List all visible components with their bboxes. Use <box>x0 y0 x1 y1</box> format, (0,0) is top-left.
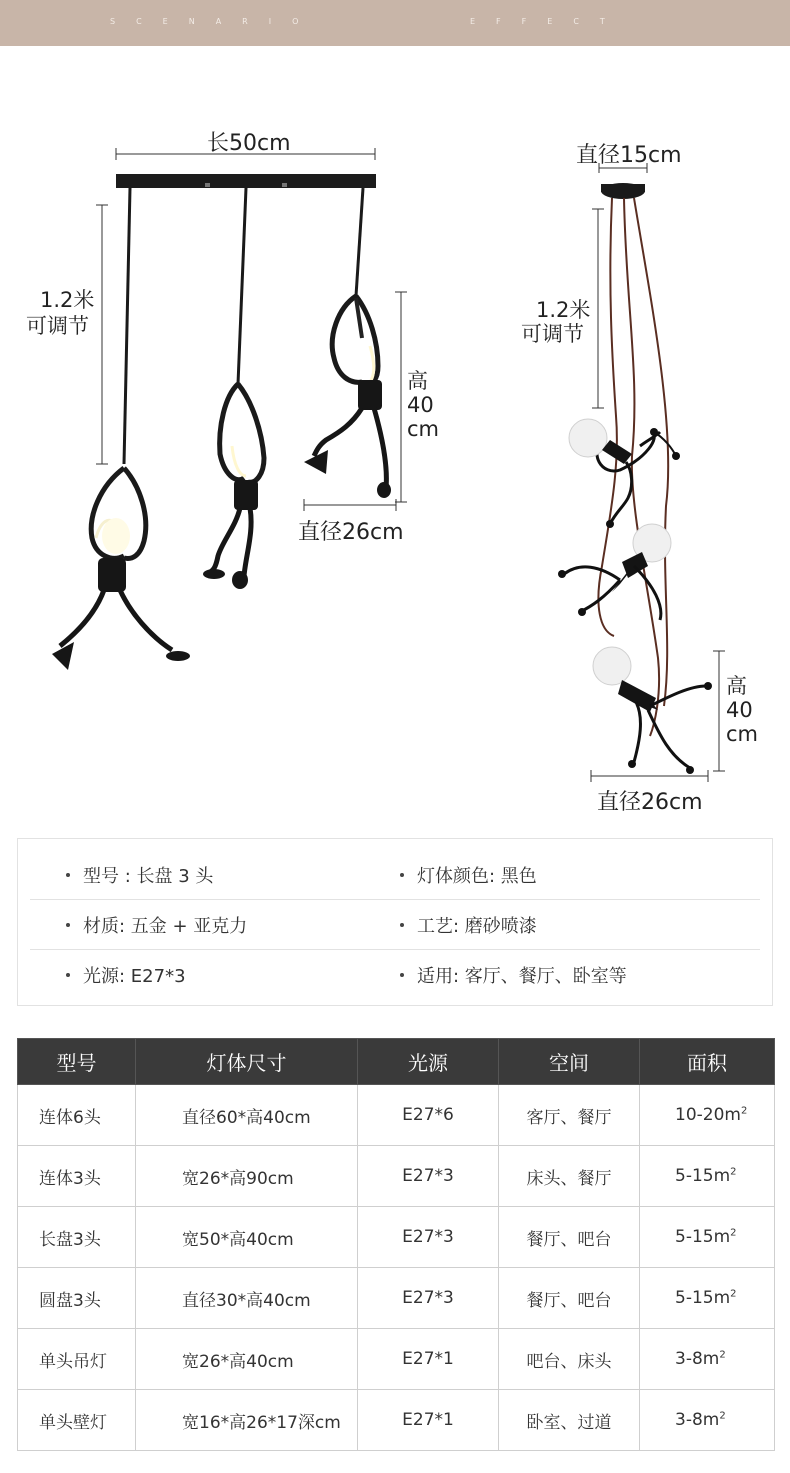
area-value: 3-8m <box>675 1410 720 1430</box>
cell-model: 圆盘3头 <box>18 1268 136 1329</box>
spec-light-source: 光源: E27*3 <box>83 966 186 987</box>
cell-model: 单头壁灯 <box>18 1390 136 1451</box>
height-label-left-line3: cm <box>407 417 440 441</box>
spec-model: 型号 : 长盘 3 头 <box>83 866 214 887</box>
header-light-source: 光源 <box>358 1039 499 1085</box>
height-label-left-line2: 40 <box>407 393 434 417</box>
spec-item <box>400 900 537 950</box>
cord-length-label-left-line1: 1.2米 <box>40 288 95 312</box>
area-value: 5-15m <box>675 1288 731 1308</box>
bullet-dot <box>400 873 404 877</box>
table-row <box>18 1390 775 1451</box>
cord-length-label-right-line2: 可调节 <box>521 322 584 346</box>
spec-suitable-for: 适用: 客厅、餐厅、卧室等 <box>417 966 627 987</box>
table-header-row <box>18 1039 775 1085</box>
spec-row <box>30 900 760 950</box>
cell-area <box>640 1207 775 1268</box>
cell-light-source: E27*3 <box>358 1207 499 1268</box>
table-row <box>18 1085 775 1146</box>
spec-material: 材质: 五金 + 亚克力 <box>83 916 248 937</box>
cell-space: 吧台、床头 <box>499 1329 640 1390</box>
top-banner <box>0 0 790 46</box>
spec-row <box>30 850 760 900</box>
cell-area <box>640 1268 775 1329</box>
height-label-right-line3: cm <box>726 722 759 746</box>
spec-item <box>66 900 247 950</box>
cord-length-label-right-line1: 1.2米 <box>536 298 591 322</box>
spec-item <box>66 950 186 1000</box>
cord-length-label-left-line2: 可调节 <box>26 314 89 338</box>
cell-model: 单头吊灯 <box>18 1329 136 1390</box>
cell-size: 宽16*高26*17深cm <box>136 1390 358 1451</box>
area-value: 5-15m <box>675 1227 731 1247</box>
header-size: 灯体尺寸 <box>136 1039 358 1085</box>
area-sup: 2 <box>719 1349 726 1361</box>
cell-size: 宽50*高40cm <box>136 1207 358 1268</box>
area-value: 3-8m <box>675 1349 720 1369</box>
cell-size: 宽26*高90cm <box>136 1146 358 1207</box>
banner-text-right: EFFECT <box>470 17 626 26</box>
area-sup: 2 <box>730 1288 737 1300</box>
spec-item <box>66 850 213 900</box>
banner-text-left: SCENARIO <box>110 17 320 26</box>
product-dimension-diagram <box>0 46 790 826</box>
header-area: 面积 <box>640 1039 775 1085</box>
cell-light-source: E27*1 <box>358 1390 499 1451</box>
spec-box <box>17 838 773 1006</box>
bullet-dot <box>400 973 404 977</box>
cell-area <box>640 1146 775 1207</box>
bullet-dot <box>66 873 70 877</box>
cell-size: 直径30*高40cm <box>136 1268 358 1329</box>
area-value: 5-15m <box>675 1166 731 1186</box>
cell-space: 餐厅、吧台 <box>499 1207 640 1268</box>
area-sup: 2 <box>730 1166 737 1178</box>
area-sup: 2 <box>730 1227 737 1239</box>
length-label: 长50cm <box>207 131 291 156</box>
header-model: 型号 <box>18 1039 136 1085</box>
cell-model: 连体6头 <box>18 1085 136 1146</box>
area-sup: 2 <box>719 1410 726 1422</box>
table-row <box>18 1329 775 1390</box>
spec-color: 灯体颜色: 黑色 <box>417 866 537 887</box>
header-space: 空间 <box>499 1039 640 1085</box>
table-row <box>18 1268 775 1329</box>
area-value: 10-20m <box>675 1105 741 1125</box>
cell-size: 直径60*高40cm <box>136 1085 358 1146</box>
cell-size: 宽26*高40cm <box>136 1329 358 1390</box>
bullet-dot <box>66 923 70 927</box>
cell-light-source: E27*3 <box>358 1146 499 1207</box>
height-label-left-line1: 高 <box>407 369 428 393</box>
cell-light-source: E27*3 <box>358 1268 499 1329</box>
cell-space: 床头、餐厅 <box>499 1146 640 1207</box>
spec-item <box>400 850 537 900</box>
diameter-label-left: 直径26cm <box>298 520 404 545</box>
cell-model: 长盘3头 <box>18 1207 136 1268</box>
spec-row <box>30 950 760 1000</box>
cell-light-source: E27*6 <box>358 1085 499 1146</box>
canopy-diameter-label: 直径15cm <box>576 143 682 168</box>
diameter-label-right: 直径26cm <box>597 790 703 815</box>
bullet-dot <box>66 973 70 977</box>
spec-item <box>400 950 627 1000</box>
cell-area <box>640 1329 775 1390</box>
cell-light-source: E27*1 <box>358 1329 499 1390</box>
cell-model: 连体3头 <box>18 1146 136 1207</box>
area-sup: 2 <box>740 1105 748 1117</box>
bullet-dot <box>400 923 404 927</box>
cell-space: 餐厅、吧台 <box>499 1268 640 1329</box>
height-label-right-line1: 高 <box>726 674 747 698</box>
cell-area <box>640 1390 775 1451</box>
table-row <box>18 1207 775 1268</box>
height-label-right-line2: 40 <box>726 698 753 722</box>
table-row <box>18 1146 775 1207</box>
spec-craft: 工艺: 磨砂喷漆 <box>417 916 537 937</box>
cell-space: 客厅、餐厅 <box>499 1085 640 1146</box>
cell-area <box>640 1085 775 1146</box>
cell-space: 卧室、过道 <box>499 1390 640 1451</box>
size-table <box>17 1038 775 1451</box>
